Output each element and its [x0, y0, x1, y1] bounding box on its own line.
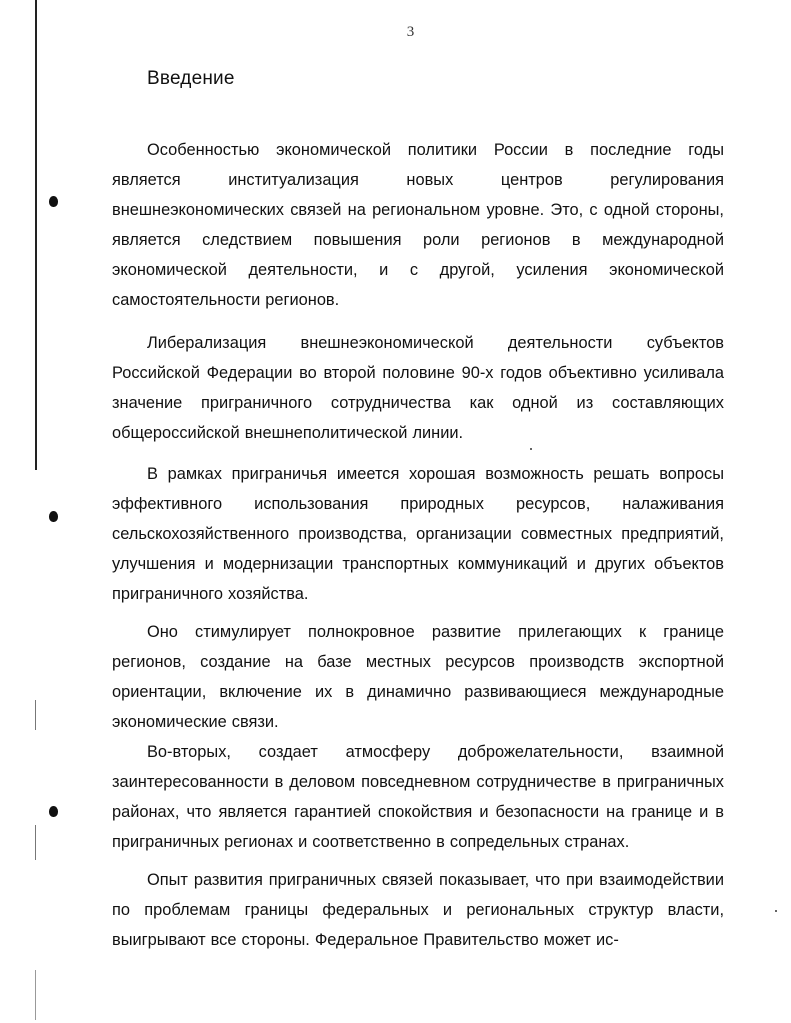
punch-hole-mark [49, 806, 58, 817]
paragraph: Оно стимулирует полнокровное развитие прилегающих к границе регионов, создание на базе местных ресурсов производств экспортной ориентации, включение их в динамично развивающиеся международные экономические связи. [112, 623, 724, 731]
binding-edge-line [35, 0, 37, 470]
paragraph: Особенностью экономической политики России в последние годы является институализация новых центров регулирования внешнеэкономических связей на региональном уровне. Это, с одной стороны, является следствием повышения роли регионов в международной экономической деятельности, и с другой, усиления экономической самостоятельности регионов. [112, 141, 724, 309]
punch-hole-mark [49, 511, 58, 522]
paragraph: Опыт развития приграничных связей показывает, что при взаимодействии по проблемам границы федеральных и региональных структур власти, выигрывают все стороны. Федеральное Правительство может ис- [112, 871, 724, 949]
page-number: 3 [406, 24, 415, 40]
paragraph: Во-вторых, создает атмосферу доброжелательности, взаимной заинтересованности в деловом повседневном сотрудничестве в приграничных районах, что является гарантией спокойствия и безопасности на границе и в приграничных регионах и соответственно в сопредельных странах. [112, 743, 724, 851]
paragraph: Либерализация внешнеэкономической деятельности субъектов Российской Федерации во второй половине 90-х годов объективно усиливала значение приграничного сотрудничества как одной из составляющих общероссийской внешнеполитической линии. [112, 334, 724, 442]
document-body [112, 135, 724, 955]
binding-edge-line [35, 970, 36, 1020]
page-title: Введение [147, 68, 235, 89]
binding-edge-line [35, 700, 36, 730]
paragraph: В рамках приграничья имеется хорошая возможность решать вопросы эффективного использования природных ресурсов, налаживания сельскохозяйственного производства, организации совместных предприятий, улучшения и модернизации транспортных коммуникаций и других объектов приграничного хозяйства. [112, 465, 724, 603]
binding-edge-line [35, 825, 36, 860]
punch-hole-mark [49, 196, 58, 207]
scan-speck [775, 910, 777, 912]
